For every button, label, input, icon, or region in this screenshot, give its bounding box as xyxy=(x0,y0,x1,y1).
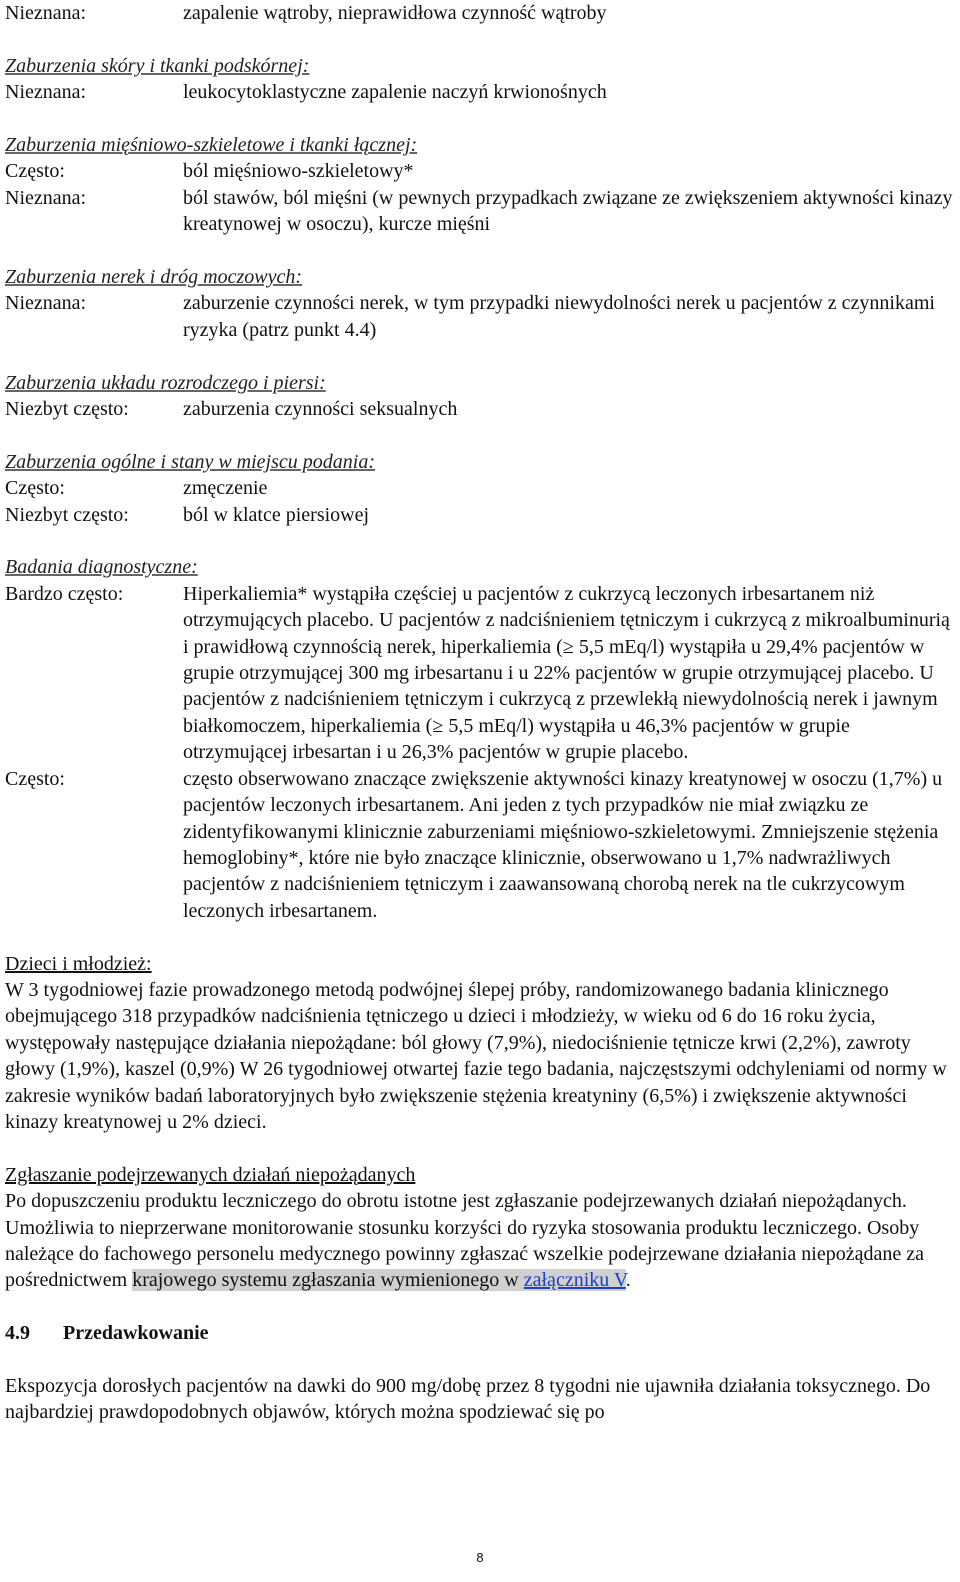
frequency-label: Niezbyt często: xyxy=(5,398,129,421)
table-row xyxy=(5,396,955,422)
table-row xyxy=(5,158,955,184)
frequency-label: Nieznana: xyxy=(5,292,87,315)
annex-link[interactable]: załączniku V xyxy=(523,1269,626,1292)
frequency-label: Często: xyxy=(5,767,65,790)
document-page xyxy=(5,0,955,1426)
reaction-text: leukocytoklastyczne zapalenie naczyń krwionośnych xyxy=(183,81,607,104)
hepatic-row xyxy=(5,0,955,26)
frequency-label: Nieznana: xyxy=(5,186,87,209)
reporting-paragraph xyxy=(5,1188,955,1294)
section-number: 4.9 xyxy=(5,1322,30,1345)
frequency-label: Często: xyxy=(5,160,65,183)
general-section xyxy=(5,449,955,528)
reaction-text: ból stawów, ból mięśni (w pewnych przypadkach związane ze zwiększeniem aktywności kinazy kreatynowej w osoczu), kurcze mięśni xyxy=(183,186,953,236)
section-heading-title: Przedawkowanie xyxy=(63,1322,209,1345)
diagnostics-section xyxy=(5,554,955,924)
reproductive-section xyxy=(5,370,955,423)
reaction-text: ból mięśniowo-szkieletowy* xyxy=(183,160,414,183)
section-title-reproductive: Zaburzenia układu rozrodczego i piersi: xyxy=(5,371,326,394)
reaction-text: zmęczenie xyxy=(183,477,268,500)
reaction-text: Hiperkaliemia* wystąpiła częściej u pacjentów z cukrzycą leczonych irbesartanem niż otrzymujących placebo. U pacjentów z nadciśnieniem tętniczym i cukrzycą z mikroalbuminurią i prawidłową czynnością nerek, hiperkaliemia (≥ 5,5 mEq/l) wystąpiła u 29,4% pacjentów w grupie otrzymującej 300 mg irbesartanu i u 22% pacjentów w grupie otrzymującej placebo. U pacjentów z nadciśnieniem tętniczym i cukrzycą z przewlekłą niewydolnością nerek i jawnym białkomoczem, hiperkaliemia (≥ 5,5 mEq/l) wystąpiła u 46,3% pacjentów w grupie otrzymującej irbesartan i u 26,3% pacjentów w grupie placebo. xyxy=(183,582,950,764)
section-title-musculoskeletal: Zaburzenia mięśniowo-szkieletowe i tkanki łącznej: xyxy=(5,134,418,156)
table-row xyxy=(5,475,955,501)
section-title-pediatric: Dzieci i młodzież: xyxy=(5,952,152,975)
frequency-label: Często: xyxy=(5,477,65,500)
reaction-text: ból w klatce piersiowej xyxy=(183,503,370,526)
reaction-text: zaburzenia czynności seksualnych xyxy=(183,398,458,421)
section-title-kidney: Zaburzenia nerek i dróg moczowych: xyxy=(5,266,302,289)
pediatric-paragraph: W 3 tygodniowej fazie prowadzonego metodą podwójnej ślepej próby, randomizowanego badania klinicznego obejmującego 318 przypadków nadciśnienia tętniczego u dzieci i młodzieży, w wieku od 6 do 16 roku życia, występowały następujące działania niepożądane: ból głowy (7,9%), niedociśnienie tętnicze krwi (2,2%), zawroty głowy (1,9%), kaszel (0,9%) W 26 tygodniowej otwartej fazie tego badania, najczęstszymi odchyleniami od normy w zakresie wyników badań laboratoryjnych było zwiększenie stężenia kreatyniny (6,5%) i zwiększenie aktywności kinazy kreatynowej u 2% dzieci. xyxy=(5,978,947,1133)
table-row xyxy=(5,185,955,238)
reporting-section xyxy=(5,1162,955,1294)
section-heading-overdose xyxy=(5,1320,955,1346)
section-title-skin: Zaburzenia skóry i tkanki podskórnej: xyxy=(5,54,310,77)
table-row xyxy=(5,766,955,924)
reaction-text: zaburzenie czynności nerek, w tym przypadki niewydolności nerek u pacjentów z czynnikami ryzyka (patrz punkt 4.4) xyxy=(183,292,935,341)
reaction-text: zapalenie wątroby, nieprawidłowa czynność wątroby xyxy=(183,2,607,24)
section-title-reporting: Zgłaszanie podejrzewanych działań niepożądanych xyxy=(5,1163,416,1186)
table-row xyxy=(5,79,955,105)
frequency-label: Nieznana: xyxy=(5,2,87,24)
period: . xyxy=(625,1269,631,1292)
table-row xyxy=(5,581,955,766)
section-title-general: Zaburzenia ogólne i stany w miejscu podania: xyxy=(5,450,375,473)
skin-section xyxy=(5,53,955,106)
reaction-text: często obserwowano znaczące zwiększenie aktywności kinazy kreatynowej w osoczu (1,7%) u pacjentów leczonych irbesartanem. Ani jeden z tych przypadków nie miał związku ze zidentyfikowanymi klinicznie zaburzeniami mięśniowo-szkieletowymi. Zmniejszenie stężenia hemoglobiny*, które nie było znaczące klinicznie, obserwowano u 1,7% nadwrażliwych pacjentów z nadciśnieniem tętniczym i zaawansowaną chorobą nerek na tle cukrzycowym leczonych irbesartanem. xyxy=(183,767,943,922)
pediatric-section xyxy=(5,951,955,1136)
table-row xyxy=(5,290,955,343)
kidney-section xyxy=(5,264,955,343)
table-row xyxy=(5,502,955,528)
overdose-paragraph: Ekspozycja dorosłych pacjentów na dawki do 900 mg/dobę przez 8 tygodni nie ujawniła działania toksycznego. Do najbardziej prawdopodobnych objawów, których można spodziewać się po xyxy=(5,1374,931,1424)
section-title-diagnostics: Badania diagnostyczne: xyxy=(5,556,198,579)
highlighted-text: krajowego systemu zgłaszania wymienionego w załączniku V xyxy=(132,1269,626,1292)
frequency-label: Niezbyt często: xyxy=(5,503,129,526)
frequency-label: Nieznana: xyxy=(5,81,87,104)
reporting-text: Po dopuszczeniu produktu leczniczego do obrotu istotne jest zgłaszanie podejrzewanych działań niepożądanych. Umożliwia to nieprzerwane monitorowanie stosunku korzyści do ryzyka stosowania produktu leczniczego. Osoby należące do fachowego personelu medycznego powinny zgłaszać wszelkie podejrzewane działania niepożądane za pośrednictwem xyxy=(5,1190,924,1292)
musculoskeletal-section xyxy=(5,132,955,238)
frequency-label: Bardzo często: xyxy=(5,582,124,605)
page-number: 8 xyxy=(476,1550,484,1565)
